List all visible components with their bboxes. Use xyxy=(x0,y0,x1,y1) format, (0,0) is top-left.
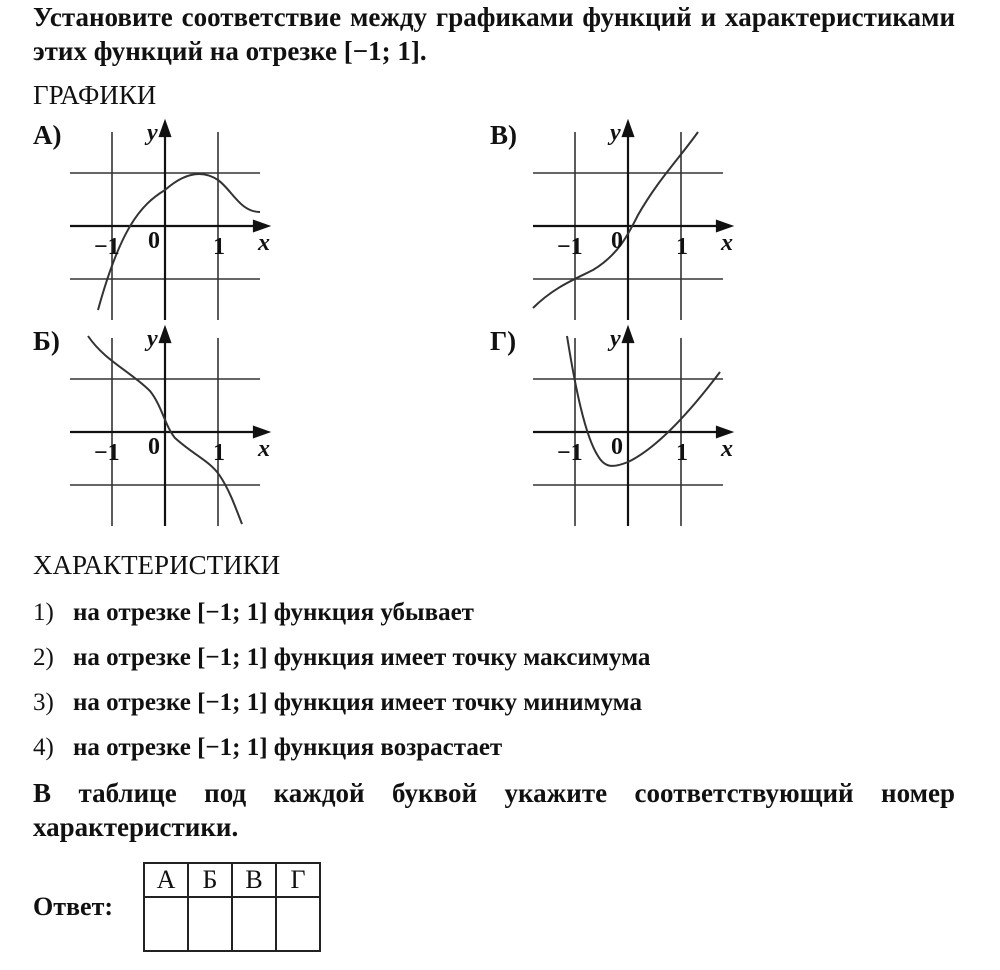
answer-column-a: А xyxy=(144,863,188,897)
characteristic-text: на отрезке [−1; 1] функция имеет точку минимума xyxy=(73,688,643,716)
graph-v-tick-one: 1 xyxy=(676,234,688,260)
graph-a-x-label: x xyxy=(258,230,270,256)
answer-input-row xyxy=(144,897,320,951)
graph-a-tick-neg: −1 xyxy=(94,234,120,260)
characteristic-item xyxy=(33,635,650,680)
characteristic-number: 3) xyxy=(33,688,54,716)
graph-v-x-label: x xyxy=(721,230,733,256)
graphs-heading: ГРАФИКИ xyxy=(33,80,157,110)
graph-b-label: Б) xyxy=(33,326,60,356)
graph-g-x-label: x xyxy=(721,436,733,462)
answer-table xyxy=(143,862,321,952)
graph-b-tick-one: 1 xyxy=(213,440,225,466)
graph-g-curve xyxy=(567,336,720,466)
graph-b-tick-zero: 0 xyxy=(148,434,160,460)
characteristic-item xyxy=(33,680,650,725)
answer-cell-g[interactable] xyxy=(276,897,320,951)
graph-v-label: В) xyxy=(490,120,517,150)
graph-g-tick-zero: 0 xyxy=(611,434,623,460)
answer-column-v: В xyxy=(232,863,276,897)
graph-g-axes xyxy=(533,328,731,526)
answer-label: Ответ: xyxy=(33,892,114,921)
characteristic-number: 1) xyxy=(33,598,54,626)
answer-column-b: Б xyxy=(188,863,232,897)
graph-a-tick-one: 1 xyxy=(213,234,225,260)
characteristics-list xyxy=(33,590,650,770)
answer-instruction: В таблице под каждой буквой укажите соответствующий номер характеристики. xyxy=(33,778,955,842)
characteristic-text: на отрезке [−1; 1] функция убывает xyxy=(73,598,474,626)
graph-a-y-label: y xyxy=(147,120,158,146)
characteristic-item xyxy=(33,725,650,770)
graph-g-y-label: y xyxy=(610,326,621,352)
characteristic-item xyxy=(33,590,650,635)
graph-a-axes xyxy=(70,122,268,320)
graph-a-curve xyxy=(98,174,260,310)
answer-cell-v[interactable] xyxy=(232,897,276,951)
graph-g-label: Г) xyxy=(490,326,517,356)
characteristics-heading: ХАРАКТЕРИСТИКИ xyxy=(33,550,281,580)
graph-b xyxy=(70,326,270,526)
characteristic-text: на отрезке [−1; 1] функция возрастает xyxy=(73,733,503,761)
task-intro: Установите соответствие между графиками функций и характеристиками этих функций на отрезке [−1; 1]. xyxy=(33,2,955,66)
graph-v-axes xyxy=(533,122,731,320)
graph-v-curve xyxy=(533,132,698,308)
graph-g-tick-one: 1 xyxy=(676,440,688,466)
graph-b-tick-neg: −1 xyxy=(94,440,120,466)
answer-cell-a[interactable] xyxy=(144,897,188,951)
graph-a xyxy=(70,120,270,320)
graph-g xyxy=(533,326,738,526)
graph-a-tick-zero: 0 xyxy=(148,228,160,254)
graph-a-label: А) xyxy=(33,120,62,150)
answer-column-g: Г xyxy=(276,863,320,897)
graph-v xyxy=(533,120,738,320)
graph-b-x-label: x xyxy=(258,436,270,462)
characteristic-number: 4) xyxy=(33,733,54,761)
characteristic-number: 2) xyxy=(33,643,54,671)
answer-header-row xyxy=(144,863,320,897)
graph-v-tick-neg: −1 xyxy=(557,234,583,260)
graph-v-tick-zero: 0 xyxy=(611,228,623,254)
answer-cell-b[interactable] xyxy=(188,897,232,951)
graph-b-y-label: y xyxy=(147,326,158,352)
graph-v-y-label: y xyxy=(610,120,621,146)
graph-g-tick-neg: −1 xyxy=(557,440,583,466)
characteristic-text: на отрезке [−1; 1] функция имеет точку максимума xyxy=(73,643,651,671)
